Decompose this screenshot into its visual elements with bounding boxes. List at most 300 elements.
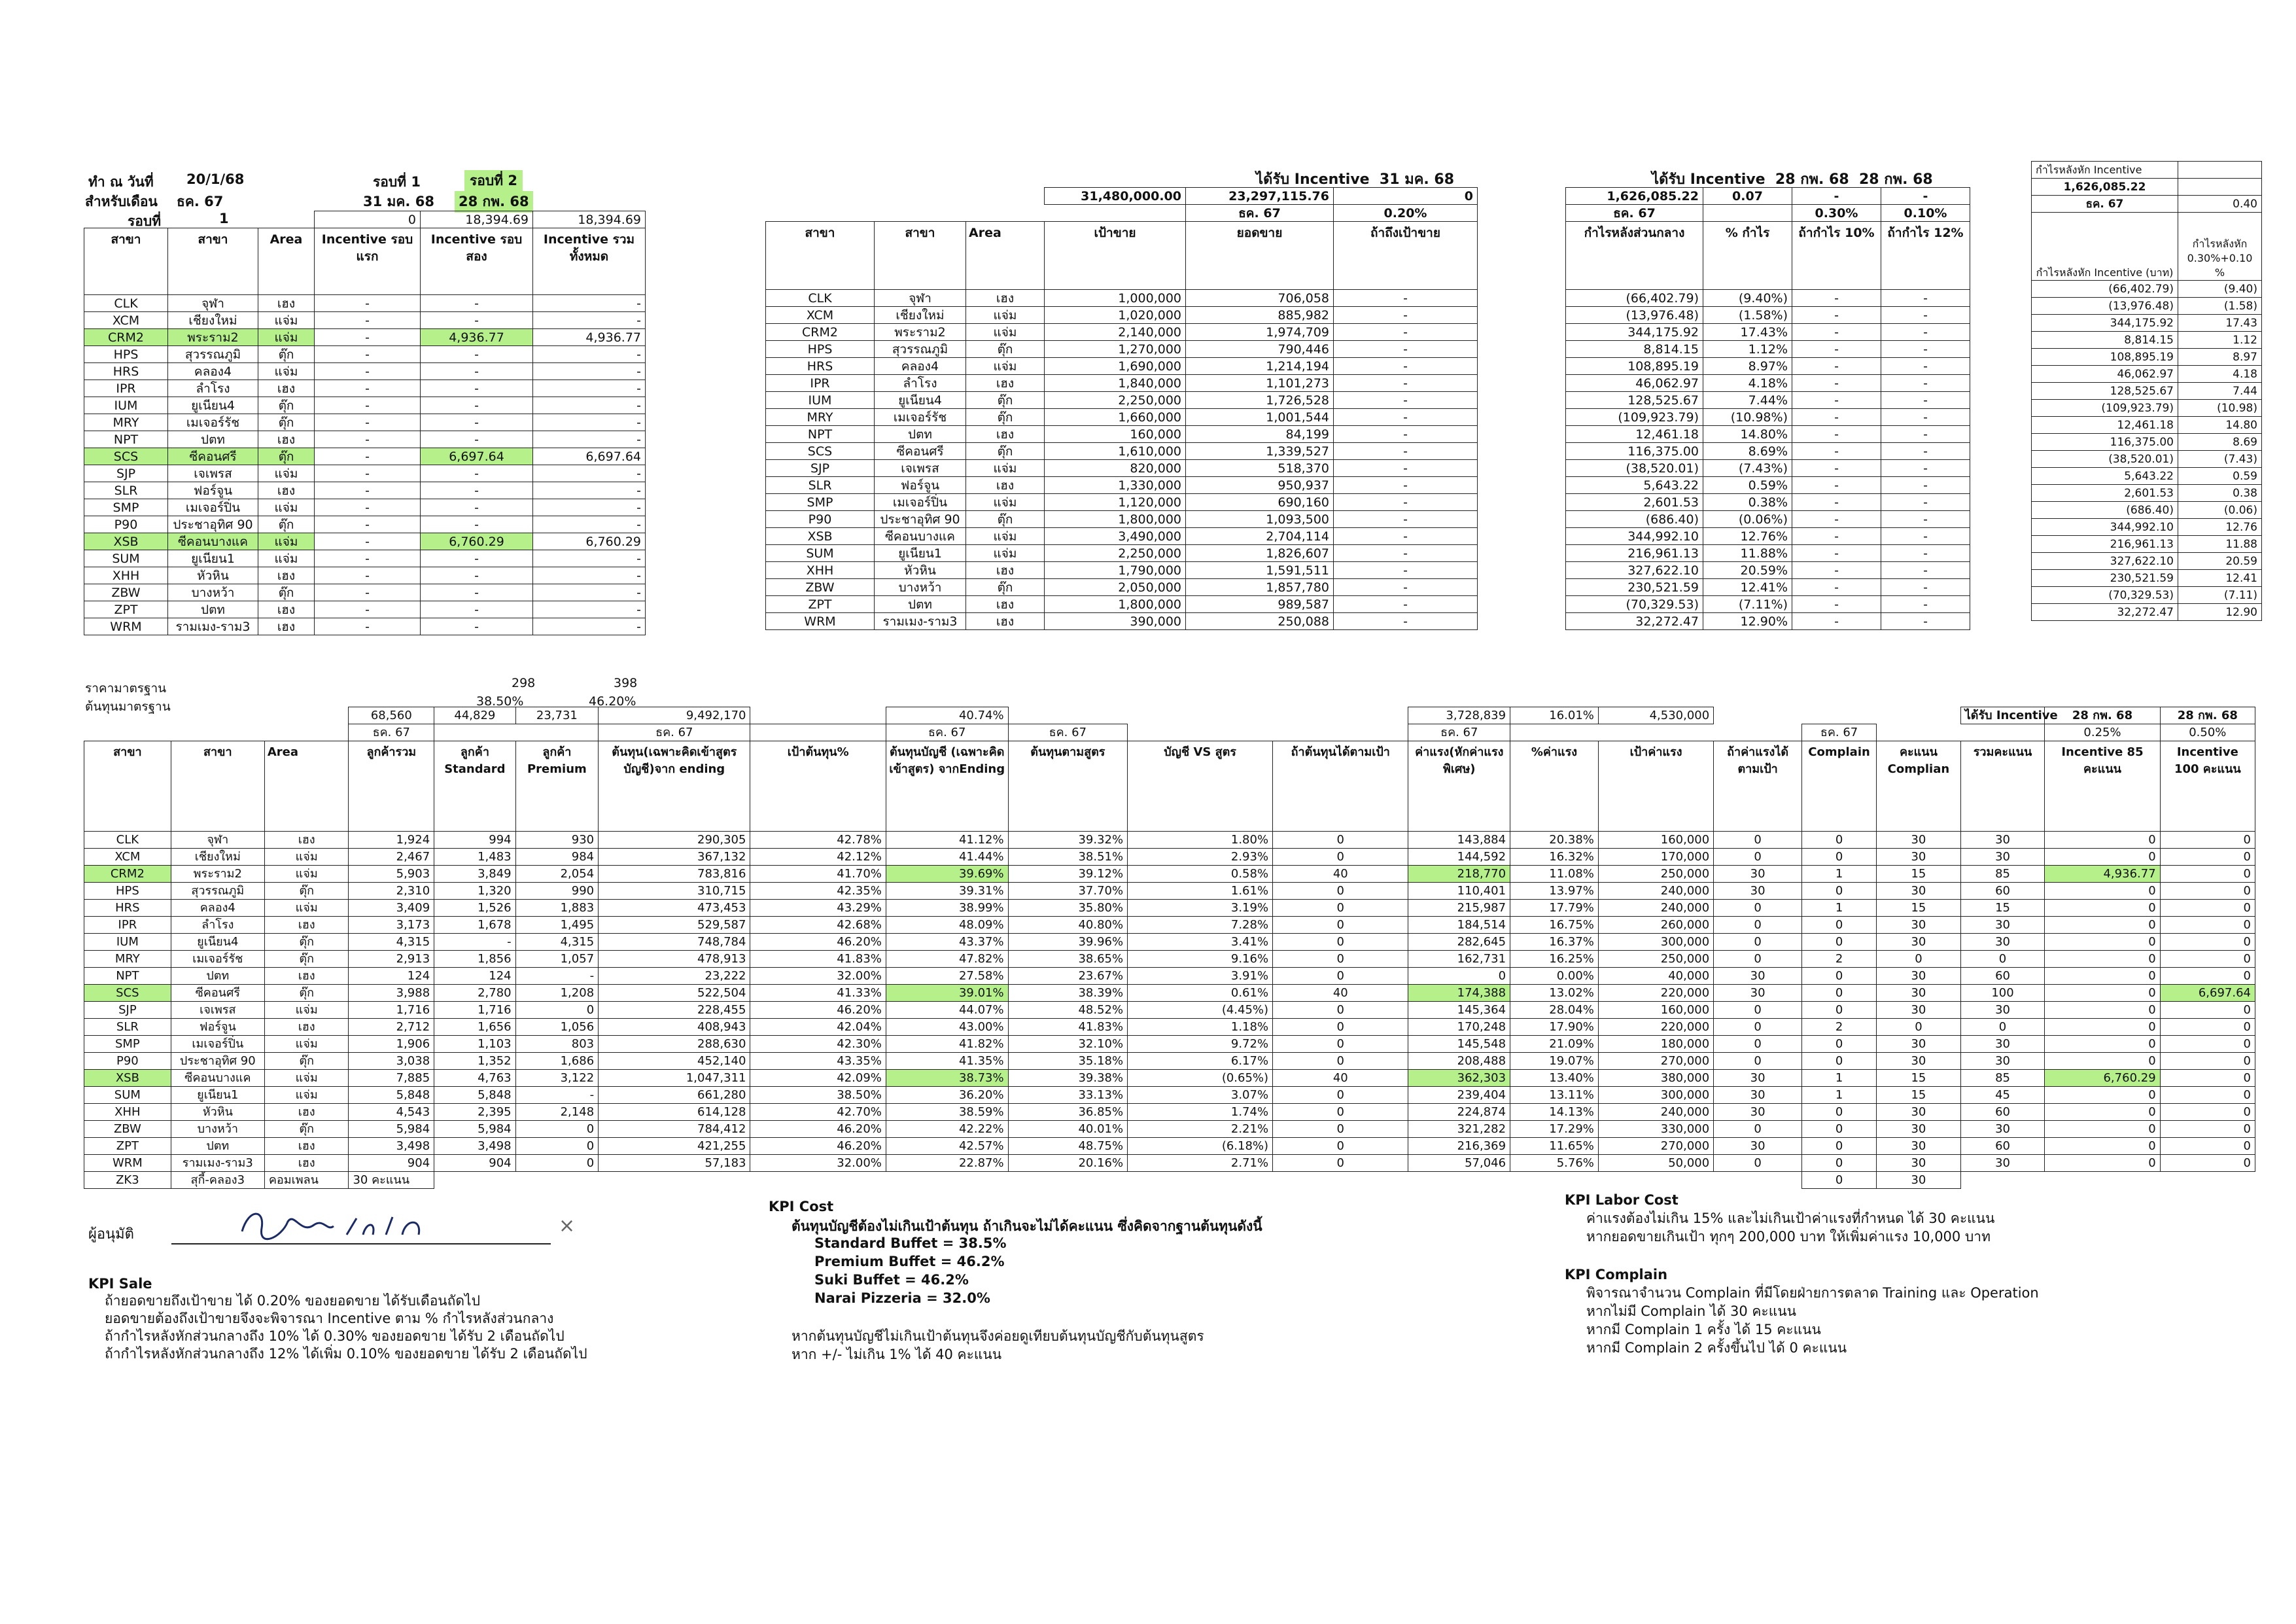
kpi-cell-c: HRS	[84, 900, 171, 917]
note-line: Standard Buffet = 38.5%	[814, 1235, 1007, 1251]
kpi-cell-c: XHH	[84, 1104, 171, 1121]
kpi-cell-ac: 48.09%	[886, 917, 1008, 934]
kpi-cell-kcm: 15	[1877, 1070, 1961, 1087]
profit-row	[1566, 528, 1970, 545]
kpi-cell-lab: 145,548	[1408, 1036, 1510, 1053]
side-row	[2032, 349, 2262, 366]
kpi-cell-n: สุวรรณภูมิ	[171, 883, 264, 900]
kpi-complain-list	[1586, 1284, 2039, 1357]
branch-code: MRY	[766, 409, 875, 426]
kpi-cell-ac: 47.82%	[886, 951, 1008, 968]
profit-after-incentive: 128,525.67	[2032, 383, 2178, 400]
note-line: หากมี Complain 2 ครั้งขึ้นไป ได้ 0 คะแนน	[1586, 1340, 1847, 1356]
kpi-col-header: ต้นทุนบัญชี (เฉพาะคิดเข้าสูตร) จากEnding	[886, 741, 1008, 832]
sales-col-branch-code: สาขา	[766, 222, 875, 290]
area: ตุ๊ก	[966, 409, 1045, 426]
kpi-cell-cp: -	[515, 1087, 599, 1104]
inc-row	[84, 312, 646, 329]
incentive-round1: -	[315, 295, 421, 312]
profit-pct-12: 0.10%	[1881, 205, 1970, 222]
kpi-cell-ac: 42.22%	[886, 1121, 1008, 1138]
profit-if10: -	[1792, 460, 1881, 477]
note-line: ถ้ากำไรหลังหักส่วนกลางถึง 12% ได้เพิ่ม 0.10% ของยอดขาย ได้รับ 2 เดือนถัดไป	[105, 1346, 587, 1362]
sales-target: 1,660,000	[1045, 409, 1186, 426]
kpi-cell-lp: 21.09%	[1510, 1036, 1599, 1053]
kpi-cell-i100: 0	[2160, 951, 2255, 968]
branch-name: ซีคอนศรี	[168, 448, 258, 465]
sales-incentive: -	[1334, 324, 1478, 341]
profit-if10: -	[1792, 443, 1881, 460]
profit-row	[1566, 324, 1970, 341]
sales-month: ธค. 67	[1186, 205, 1334, 222]
sales-actual: 2,704,114	[1186, 528, 1334, 545]
side-row	[2032, 315, 2262, 332]
profit-if10: -	[1792, 375, 1881, 392]
area: เฮง	[966, 290, 1045, 307]
branch-name: เมเจอร์รัช	[168, 414, 258, 431]
kpi-cell-kc: 0	[1273, 1138, 1408, 1155]
kpi-cell-vs: 1.80%	[1128, 832, 1273, 849]
kpi-cell-cm: 0	[1802, 917, 1877, 934]
kpi-cell-cs: 5,848	[434, 1087, 515, 1104]
note-line: พิจารณาจำนวน Complain ที่มีโดยฝ่ายการตลาด Training และ Operation	[1586, 1285, 2039, 1301]
profit-if12: -	[1881, 375, 1970, 392]
total-incentive-round2: 18,394.69	[421, 211, 533, 228]
kpi-cell-cs: 1,856	[434, 951, 515, 968]
kpi-cell-cm: 0	[1802, 985, 1877, 1002]
std-cost-premium: 46.20%	[589, 694, 636, 709]
kpi-cell-cp: 1,883	[515, 900, 599, 917]
branch-name: ปตท	[875, 596, 966, 613]
kpi-cell-a: ตุ๊ก	[264, 883, 349, 900]
branch-code: XSB	[84, 533, 168, 550]
side-row	[2032, 281, 2262, 298]
kpi-cell-kcm: 15	[1877, 1087, 1961, 1104]
kpi-cell-cost: 1,047,311	[599, 1070, 750, 1087]
side-row	[2032, 332, 2262, 349]
kpi-cell-kc: 0	[1273, 1002, 1408, 1019]
kpi-col-header: เป้าค่าแรง	[1598, 741, 1713, 832]
note-line: ถ้ากำไรหลังหักส่วนกลางถึง 10% ได้ 0.30% ของยอดขาย ได้รับ 2 เดือนถัดไป	[105, 1328, 565, 1344]
cost-pct-sum: 40.74%	[886, 707, 1008, 724]
branch-name: ซีคอนศรี	[875, 443, 966, 460]
kpi-cost-items	[814, 1234, 1007, 1307]
kpi-cell-cost: 748,784	[599, 934, 750, 951]
sales-actual: 1,001,544	[1186, 409, 1334, 426]
profit-after-central: 46,062.97	[1566, 375, 1703, 392]
kpi-cell-ac: 41.44%	[886, 849, 1008, 866]
incentive-round2: -	[421, 618, 533, 635]
kpi-cell-tc: 42.70%	[750, 1104, 886, 1121]
kpi-cell-ct: 3,498	[349, 1138, 434, 1155]
area: เฮง	[966, 613, 1045, 630]
kpi-cell-tc: 42.09%	[750, 1070, 886, 1087]
profit-after-incentive: 8,814.15	[2032, 332, 2178, 349]
sales-incentive-title: ได้รับ Incentive 31 มค. 68	[1256, 171, 1455, 188]
kpi-row	[84, 1002, 2255, 1019]
kpi-cell-ct: 1,906	[349, 1036, 434, 1053]
kpi-cell-tot: 30	[1960, 1053, 2045, 1070]
kpi-cell-lab: 110,401	[1408, 883, 1510, 900]
round-label: รอบที่	[128, 213, 162, 229]
area: เฮง	[258, 567, 315, 584]
kpi-cell-i85: 4,936.77	[2045, 866, 2160, 883]
branch-name: เมเจอร์ปิ่น	[168, 499, 258, 516]
kpi-cell-cs: 2,395	[434, 1104, 515, 1121]
inc-row	[84, 295, 646, 312]
kpi-cell-ac: 44.07%	[886, 1002, 1008, 1019]
kpi-row	[84, 917, 2255, 934]
profit-if12: -	[1881, 358, 1970, 375]
incentive-round1: -	[315, 618, 421, 635]
empty-cell	[1408, 1172, 1510, 1189]
profit-pct: (0.06%)	[1703, 511, 1792, 528]
kpi-cell-cp: 2,148	[515, 1104, 599, 1121]
total-incentive-round1: 0	[315, 211, 421, 228]
profit-row	[1566, 494, 1970, 511]
sales-row	[766, 341, 1478, 358]
profit-after-incentive-pct: 7.44	[2178, 383, 2262, 400]
kpi-cell-vs: 2.21%	[1128, 1121, 1273, 1138]
kpi-cell-lt: 380,000	[1598, 1070, 1713, 1087]
kpi-cell-vs: 3.19%	[1128, 900, 1273, 917]
side-month: ธค. 67	[2032, 196, 2178, 213]
kpi-col-header: ลูกค้า Standard	[434, 741, 515, 832]
kpi-cell-ac: 43.00%	[886, 1019, 1008, 1036]
kpi-cell-tc: 42.35%	[750, 883, 886, 900]
kpi-cell-c: XCM	[84, 849, 171, 866]
branch-name: ยูเนียน1	[875, 545, 966, 562]
profit-incentive-title: ได้รับ Incentive 28 กพ. 68 28 กพ. 68	[1652, 171, 1933, 188]
branch-code: ZPT	[84, 601, 168, 618]
kpi-cell-a: ตุ๊ก	[264, 985, 349, 1002]
profit-if12: -	[1881, 613, 1970, 630]
note-line: หากต้นทุนบัญชีไม่เกินเป้าต้นทุนจึงค่อยดูเทียบต้นทุนบัญชีกับต้นทุนสูตร	[791, 1328, 1204, 1344]
kpi-cell-i85: 0	[2045, 900, 2160, 917]
kpi-col-header: Complain	[1802, 741, 1877, 832]
kpi-row	[84, 1053, 2255, 1070]
kpi-cell-cs: 1,656	[434, 1019, 515, 1036]
note-line: Suki Buffet = 46.2%	[814, 1272, 969, 1288]
kpi-labor-list	[1586, 1209, 1994, 1246]
kpi-cost-intro: ต้นทุนบัญชีต้องไม่เกินเป้าต้นทุน ถ้าเกินจะไม่ได้คะแนน ซึ่งคิดจากฐานต้นทุนดังนี้	[791, 1218, 1262, 1234]
col-branch-code: สาขา	[84, 228, 168, 295]
kpi-cell-kl: 0	[1714, 1002, 1802, 1019]
branch-name: บางหว้า	[168, 584, 258, 601]
kpi-cell-tot: 30	[1960, 917, 2045, 934]
profit-after-incentive-pct: (9.40)	[2178, 281, 2262, 298]
note-line: หาก +/- ไม่เกิน 1% ได้ 40 คะแนน	[791, 1347, 1002, 1362]
kpi-note: 30 คะแนน	[349, 1172, 434, 1189]
area: เฮง	[258, 601, 315, 618]
kpi-cell-cp: 0	[515, 1155, 599, 1172]
kpi-cell-lt: 250,000	[1598, 866, 1713, 883]
profit-if12: -	[1881, 528, 1970, 545]
sales-row	[766, 426, 1478, 443]
kpi-cell-lp: 17.79%	[1510, 900, 1599, 917]
kpi-cell-fc: 20.16%	[1008, 1155, 1128, 1172]
kpi-cell-ct: 7,885	[349, 1070, 434, 1087]
sales-target: 1,000,000	[1045, 290, 1186, 307]
profit-if10: -	[1792, 392, 1881, 409]
kpi-cell-cs: 2,780	[434, 985, 515, 1002]
kpi-cell-lt: 270,000	[1598, 1053, 1713, 1070]
kpi-cell-tc: 46.20%	[750, 1121, 886, 1138]
note-line: หากมี Complain 1 ครั้ง ได้ 15 คะแนน	[1586, 1322, 1821, 1337]
area: ตุ๊ก	[966, 341, 1045, 358]
branch-code: XHH	[84, 567, 168, 584]
profit-total: 1,626,085.22	[1566, 188, 1703, 205]
kpi-cell-kl: 0	[1714, 1121, 1802, 1138]
inc-row	[84, 584, 646, 601]
profit-pct: 7.44%	[1703, 392, 1792, 409]
complain-count: 0	[1802, 1172, 1877, 1189]
profit-pct-10: 0.30%	[1792, 205, 1881, 222]
kpi-cell-fc: 41.83%	[1008, 1019, 1128, 1036]
sales-actual: 1,974,709	[1186, 324, 1334, 341]
kpi-cell-i85: 0	[2045, 951, 2160, 968]
profit-col-after-central: กำไรหลังส่วนกลาง	[1566, 222, 1703, 290]
profit-if10: -	[1792, 579, 1881, 596]
incentive-round1: -	[315, 584, 421, 601]
kpi-col-header: ถ้าค่าแรงได้ตามเป้า	[1714, 741, 1802, 832]
kpi-row	[84, 832, 2255, 849]
branch-name: ลำโรง	[168, 380, 258, 397]
incentive-round2: -	[421, 363, 533, 380]
incentive-total: -	[533, 414, 646, 431]
incentive-round1: -	[315, 431, 421, 448]
empty-cell	[886, 1172, 1008, 1189]
incentive-round1: -	[315, 346, 421, 363]
kpi-col-header: สาขา	[84, 741, 171, 832]
kpi-cell-c: IPR	[84, 917, 171, 934]
kpi-cell-cp: 0	[515, 1002, 599, 1019]
profit-if12: -	[1881, 494, 1970, 511]
kpi-cell-kl: 0	[1714, 832, 1802, 849]
kpi-cell-c: P90	[84, 1053, 171, 1070]
kpi-cost-title: KPI Cost	[769, 1199, 834, 1214]
kpi-cell-cm: 0	[1802, 883, 1877, 900]
kpi-cell-lab: 57,046	[1408, 1155, 1510, 1172]
kpi-cell-lp: 13.97%	[1510, 883, 1599, 900]
cross-mark-icon: ×	[559, 1214, 576, 1237]
profit-if10: -	[1792, 613, 1881, 630]
kpi-sale-list	[105, 1292, 587, 1363]
profit-if12: -	[1881, 341, 1970, 358]
profit-after-incentive-pct: 14.80	[2178, 417, 2262, 434]
kpi-cell-i100: 0	[2160, 849, 2255, 866]
branch-code: HPS	[84, 346, 168, 363]
kpi-cell-ct: 4,315	[349, 934, 434, 951]
branch-code: ZK3	[84, 1172, 171, 1189]
incentive-round1: -	[315, 499, 421, 516]
profit-if12: -	[1881, 409, 1970, 426]
kpi-cell-vs: 6.17%	[1128, 1053, 1273, 1070]
kpi-cell-kl: 30	[1714, 1070, 1802, 1087]
profit-if12: -	[1881, 562, 1970, 579]
branch-code: ZBW	[766, 579, 875, 596]
branch-name: ประชาอุทิศ 90	[875, 511, 966, 528]
sales-incentive: -	[1334, 409, 1478, 426]
profit-after-incentive: (38,520.01)	[2032, 451, 2178, 468]
sales-actual: 706,058	[1186, 290, 1334, 307]
incentive-round2: -	[421, 295, 533, 312]
incentive-round1: -	[315, 329, 421, 346]
sales-incentive: -	[1334, 494, 1478, 511]
kpi-row	[84, 866, 2255, 883]
kpi-cell-kl: 30	[1714, 1138, 1802, 1155]
kpi-cell-fc: 38.65%	[1008, 951, 1128, 968]
profit-after-central: (686.40)	[1566, 511, 1703, 528]
kpi-cell-n: ลำโรง	[171, 917, 264, 934]
area: เฮง	[258, 431, 315, 448]
month-label: สำหรับเดือน	[85, 194, 158, 209]
kpi-cell-ac: 38.99%	[886, 900, 1008, 917]
std-cost-label: ต้นทุนมาตรฐาน	[85, 699, 171, 714]
sales-incentive: -	[1334, 545, 1478, 562]
branch-name: พระราม2	[168, 329, 258, 346]
incentive-round1: -	[315, 312, 421, 329]
kpi-cell-vs: (0.65%)	[1128, 1070, 1273, 1087]
kpi-cell-lab: 162,731	[1408, 951, 1510, 968]
branch-name: รามเมง-ราม3	[168, 618, 258, 635]
sales-incentive: -	[1334, 528, 1478, 545]
branch-code: XCM	[84, 312, 168, 329]
profit-pct: (7.11%)	[1703, 596, 1792, 613]
kpi-cell-kcm: 0	[1877, 951, 1961, 968]
profit-pct: 17.43%	[1703, 324, 1792, 341]
kpi-cell-lab: 239,404	[1408, 1087, 1510, 1104]
kpi-cell-fc: 36.85%	[1008, 1104, 1128, 1121]
sales-actual: 989,587	[1186, 596, 1334, 613]
kpi-cell-a: เฮง	[264, 917, 349, 934]
kpi-cell-lab: 0	[1408, 968, 1510, 985]
profit-after-central: 8,814.15	[1566, 341, 1703, 358]
profit-row	[1566, 579, 1970, 596]
incentive-round2: 6,697.64	[421, 448, 533, 465]
kpi-cell-kc: 0	[1273, 1121, 1408, 1138]
kpi-cost-tail	[791, 1327, 1204, 1364]
kpi-cell-i100: 0	[2160, 1002, 2255, 1019]
kpi-cell-lp: 20.38%	[1510, 832, 1599, 849]
kpi-cell-i100: 0	[2160, 934, 2255, 951]
kpi-row	[84, 1019, 2255, 1036]
kpi-cell-lab: 224,874	[1408, 1104, 1510, 1121]
kpi-cell-tot: 60	[1960, 883, 2045, 900]
inc-row	[84, 550, 646, 567]
kpi-cell-fc: 38.51%	[1008, 849, 1128, 866]
kpi-cell-a: เฮง	[264, 1019, 349, 1036]
profit-col-if12: ถ้ากำไร 12%	[1881, 222, 1970, 290]
profit-if10: -	[1792, 545, 1881, 562]
profit-after-incentive: 344,992.10	[2032, 519, 2178, 536]
profit-if10: -	[1792, 426, 1881, 443]
area: แจ่ม	[258, 312, 315, 329]
kpi-cell-n: บางหว้า	[171, 1121, 264, 1138]
profit-after-central: (38,520.01)	[1566, 460, 1703, 477]
profit-if12: -	[1881, 307, 1970, 324]
kpi-cell-c: HPS	[84, 883, 171, 900]
area: เฮง	[258, 380, 315, 397]
kpi-cell-n: ฟอร์จูน	[171, 1019, 264, 1036]
area: ตุ๊ก	[966, 511, 1045, 528]
profit-row	[1566, 596, 1970, 613]
kpi-cell-ac: 38.59%	[886, 1104, 1008, 1121]
cost-total-sum: 9,492,170	[599, 707, 750, 724]
kpi-cell-lab: 143,884	[1408, 832, 1510, 849]
profit-table	[1565, 187, 1970, 630]
kpi-cell-lab: 282,645	[1408, 934, 1510, 951]
kpi-cell-c: WRM	[84, 1155, 171, 1172]
kpi-cell-i85: 0	[2045, 1104, 2160, 1121]
kpi-col-header: ต้นทุน(เฉพาะคิดเข้าสูตรบัญชี)จาก ending	[599, 741, 750, 832]
empty-cell	[1128, 1172, 1273, 1189]
kpi-cell-ac: 38.73%	[886, 1070, 1008, 1087]
kpi-cell-tot: 30	[1960, 934, 2045, 951]
kpi-col-header: ต้นทุนตามสูตร	[1008, 741, 1128, 832]
profit-after-incentive: (70,329.53)	[2032, 587, 2178, 604]
cust-total-sum: 68,560	[349, 707, 434, 724]
kpi-cell-tc: 42.12%	[750, 849, 886, 866]
kpi-row	[84, 1138, 2255, 1155]
sales-incentive: -	[1334, 596, 1478, 613]
sales-col-sales: ยอดขาย	[1186, 222, 1334, 290]
empty-cell	[1598, 1172, 1713, 1189]
profit-pct: 12.41%	[1703, 579, 1792, 596]
kpi-cell-kc: 0	[1273, 1155, 1408, 1172]
kpi-cell-lt: 330,000	[1598, 1121, 1713, 1138]
area: ตุ๊ก	[966, 579, 1045, 596]
labor-total-sum: 3,728,839	[1408, 707, 1510, 724]
kpi-cell-cs: 1,352	[434, 1053, 515, 1070]
kpi-row	[84, 968, 2255, 985]
kpi-cell-tot: 30	[1960, 1036, 2045, 1053]
kpi-cell-kc: 0	[1273, 1019, 1408, 1036]
kpi-cell-cost: 529,587	[599, 917, 750, 934]
sales-row	[766, 460, 1478, 477]
sales-actual: 1,826,607	[1186, 545, 1334, 562]
profit-dash-1: -	[1792, 188, 1881, 205]
kpi-cell-i85: 0	[2045, 985, 2160, 1002]
kpi-cell-c: ZPT	[84, 1138, 171, 1155]
kpi-cell-ct: 3,988	[349, 985, 434, 1002]
profit-if12: -	[1881, 477, 1970, 494]
side-row	[2032, 485, 2262, 502]
inc-row	[84, 567, 646, 584]
kpi-row	[84, 1036, 2255, 1053]
profit-if12: -	[1881, 545, 1970, 562]
sales-total: 23,297,115.76	[1186, 188, 1334, 205]
kpi-cell-kc: 40	[1273, 985, 1408, 1002]
kpi-row	[84, 1087, 2255, 1104]
asof-label: ทำ ณ วันที่	[88, 174, 154, 190]
profit-if10: -	[1792, 562, 1881, 579]
profit-after-incentive: 12,461.18	[2032, 417, 2178, 434]
kpi-cell-cost: 228,455	[599, 1002, 750, 1019]
side-row	[2032, 383, 2262, 400]
kpi-cell-tc: 42.30%	[750, 1036, 886, 1053]
kpi-cell-c: IUM	[84, 934, 171, 951]
profit-if12: -	[1881, 460, 1970, 477]
inc-row	[84, 499, 646, 516]
profit-dash-2: -	[1881, 188, 1970, 205]
kpi-cell-tot: 30	[1960, 1121, 2045, 1138]
profit-if10: -	[1792, 341, 1881, 358]
area: แจ่ม	[966, 324, 1045, 341]
kpi-row	[84, 951, 2255, 968]
profit-pct: 12.76%	[1703, 528, 1792, 545]
cust-month: ธค. 67	[349, 724, 434, 741]
